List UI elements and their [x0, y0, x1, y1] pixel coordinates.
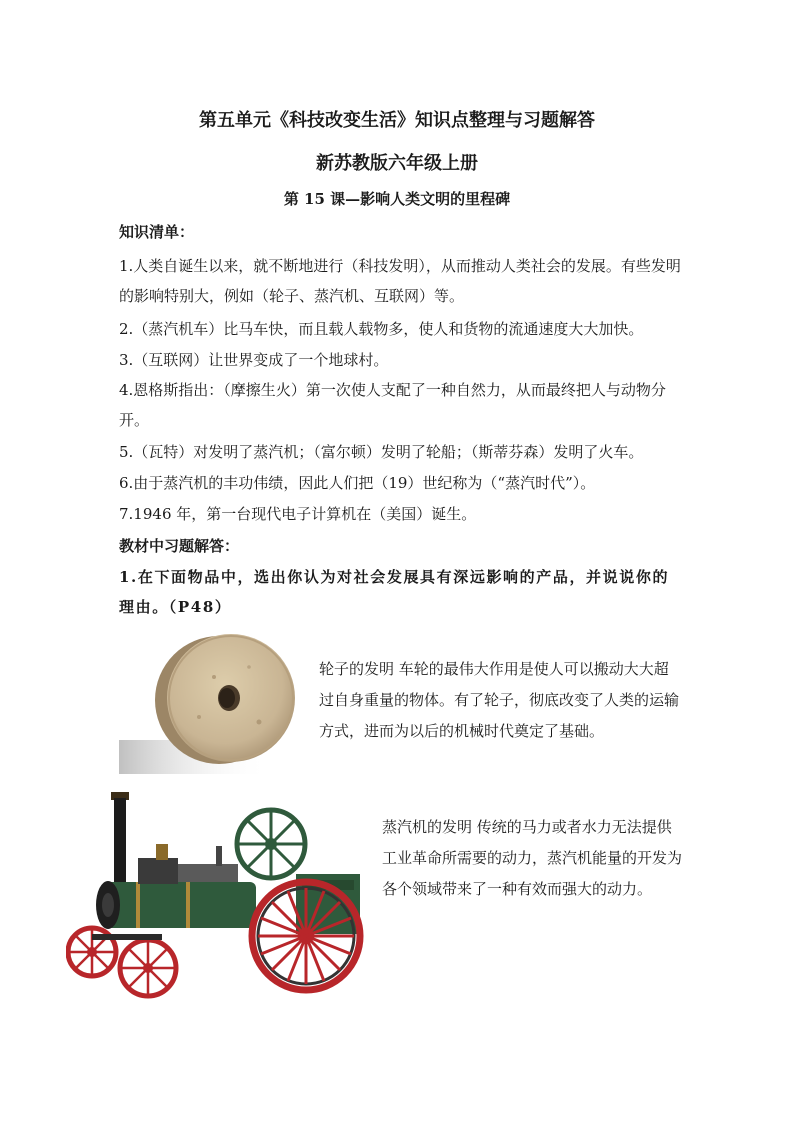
- lesson-title: 第 15 课—影响人类文明的里程碑: [283, 190, 511, 208]
- steam-engine-icon: [66, 784, 370, 1004]
- stone-wheel-image: [119, 632, 307, 774]
- knowledge-item-4: 4.恩格斯指出：（摩擦生火）第一次使人支配了一种自然力，从而最终把人与动物分开。: [119, 381, 666, 429]
- knowledge-item-1: 1.人类自诞生以来，就不断地进行（科技发明），从而推动人类社会的发展。有些发明的影响特别大，例如（轮子、蒸汽机、互联网）等。: [119, 257, 681, 305]
- exercises-heading: 教材中习题解答：: [119, 537, 240, 555]
- answer-wheel: 轮子的发明 车轮的最伟大作用是使人可以搬动大大超过自身重量的物体。有了轮子，彻底改变了人类的运输方式，进而为以后的机械时代奠定了基础。: [319, 660, 680, 740]
- knowledge-item-6: 6.由于蒸汽机的丰功伟绩，因此人们把（19）世纪称为（“蒸汽时代”）。: [119, 474, 596, 492]
- knowledge-item-3: 3.（互联网）让世界变成了一个地球村。: [119, 351, 389, 369]
- steam-engine-image: [66, 784, 370, 1004]
- knowledge-item-5: 5.（瓦特）对发明了蒸汽机；（富尔顿）发明了轮船；（斯蒂芬森）发明了火车。: [119, 443, 644, 461]
- knowledge-heading: 知识清单：: [119, 223, 195, 241]
- stone-wheel-icon: [119, 632, 307, 774]
- knowledge-item-7: 7.1946 年，第一台现代电子计算机在（美国）诞生。: [119, 505, 477, 523]
- question-1: 1.在下面物品中，选出你认为对社会发展具有深远影响的产品，并说说你的理由。（P48）: [119, 568, 670, 616]
- document-subtitle: 新苏教版六年级上册: [316, 153, 478, 174]
- knowledge-item-2: 2.（蒸汽机车）比马车快，而且载人载物多，使人和货物的流通速度大大加快。: [119, 320, 644, 338]
- document-title: 第五单元《科技改变生活》知识点整理与习题解答: [199, 110, 595, 131]
- answer-steam-engine: 蒸汽机的发明 传统的马力或者水力无法提供工业革命所需要的动力，蒸汽机能量的开发为各个领域带来了一种有效而强大的动力。: [382, 818, 683, 898]
